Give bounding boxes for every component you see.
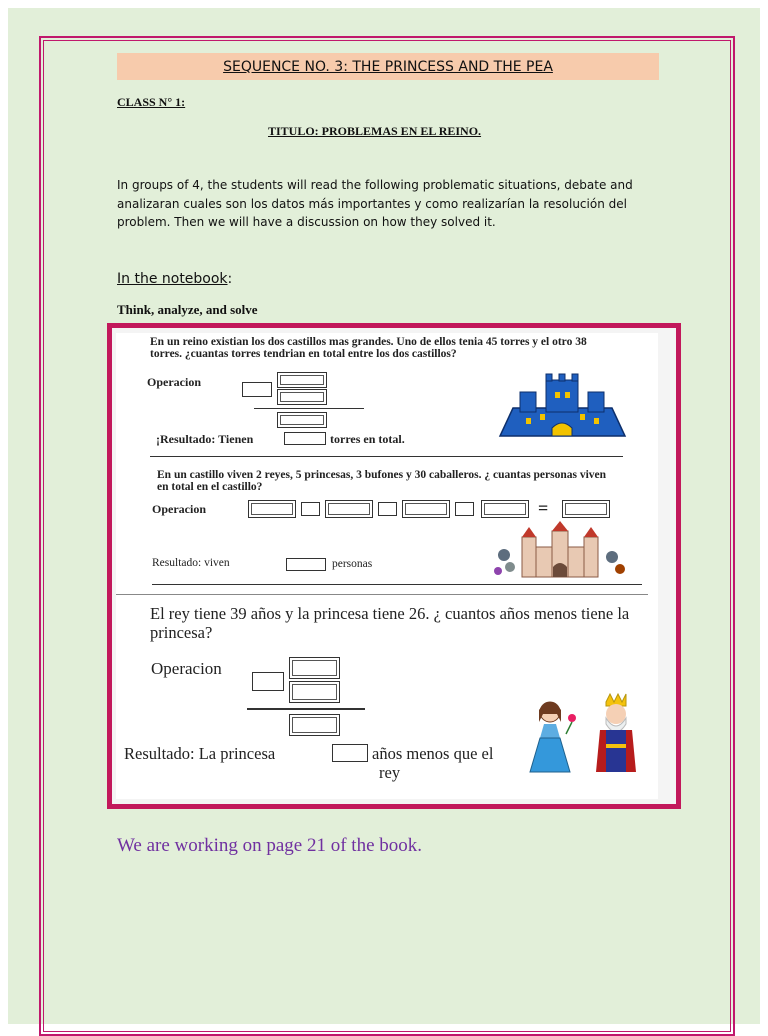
problem3-top-rule [116, 594, 648, 595]
problem1-box-b [277, 372, 327, 388]
problem2-result-label: Resultado: viven [152, 557, 230, 569]
sequence-title: SEQUENCE NO. 3: THE PRINCESS AND THE PEA [223, 59, 553, 75]
problem2-box-2 [325, 500, 373, 518]
problem2-box-4 [481, 500, 529, 518]
problem2-divider [152, 584, 642, 585]
notebook-colon: : [227, 271, 233, 287]
problem1-answer-box [284, 432, 326, 445]
instruction-text: Think, analyze, and solve [117, 302, 258, 317]
princess-and-king-icon [526, 694, 646, 776]
problem2-op-3 [455, 502, 474, 516]
problem3-operation-label: Operacion [151, 659, 222, 678]
problem2-box-3 [402, 500, 450, 518]
problem2-answer-box [286, 558, 326, 571]
problem3-result-suffix: años menos que el [372, 744, 494, 763]
problem1-divider [150, 456, 623, 457]
problem2-box-result [562, 500, 610, 518]
notebook-label: In the notebook [117, 271, 228, 287]
intro-paragraph: In groups of 4, the students will read the following problematic situations, debate and analizaran cuales son los datos más importantes y como realizarían la resolución del problem. Then we will have a discussion on how they solved it. [117, 178, 633, 229]
problem2-operation-label: Operacion [152, 502, 206, 516]
castle-icon [500, 378, 625, 440]
problem1-box-a [242, 382, 272, 397]
lesson-title: TITULO: PROBLEMAS EN EL REINO. [268, 124, 482, 138]
problem2-equals: = [538, 498, 549, 518]
problem1-box-result [277, 412, 327, 428]
problem3-subtract-line [247, 708, 365, 710]
notebook-heading [117, 271, 232, 287]
problem3-box-a [252, 672, 284, 691]
problem3-text: El rey tiene 39 años y la princesa tiene 26. ¿ cuantos años menos tiene la princesa? [150, 604, 630, 642]
problem1-sum-line [254, 408, 364, 409]
problem1-result-suffix: torres en total. [330, 432, 405, 446]
problem3-box-c [289, 681, 340, 703]
problem3-result-label: Resultado: La princesa [124, 744, 276, 763]
problem2-text: En un castillo viven 2 reyes, 5 princesas, 3 bufones y 30 caballeros. ¿ cuantas personas viven en total en el castillo? [157, 469, 607, 493]
sequence-title-bar [117, 53, 659, 80]
castle-scene-icon [490, 525, 630, 580]
problem1-box-c [277, 389, 327, 405]
problem3-answer-box [332, 744, 368, 762]
problem2-op-2 [378, 502, 397, 516]
problem3-result-suffix-line2: rey [379, 763, 401, 782]
problem1-result-label: ¡Resultado: Tienen [156, 432, 254, 446]
problem1-operation-label: Operacion [147, 375, 201, 389]
class-number: CLASS N° 1: [117, 95, 186, 109]
problem2-op-1 [301, 502, 320, 516]
problem3-box-result [289, 714, 340, 736]
problem1-text: En un reino existian los dos castillos mas grandes. Uno de ellos tenia 45 torres y el otro 38 torres. ¿cuantas torres tendrian en total entre los dos castillos? [150, 336, 587, 360]
problem2-result-suffix: personas [332, 558, 373, 570]
problem3-box-b [289, 657, 340, 679]
footer-note: We are working on page 21 of the book. [117, 835, 423, 856]
problem2-box-1 [248, 500, 296, 518]
